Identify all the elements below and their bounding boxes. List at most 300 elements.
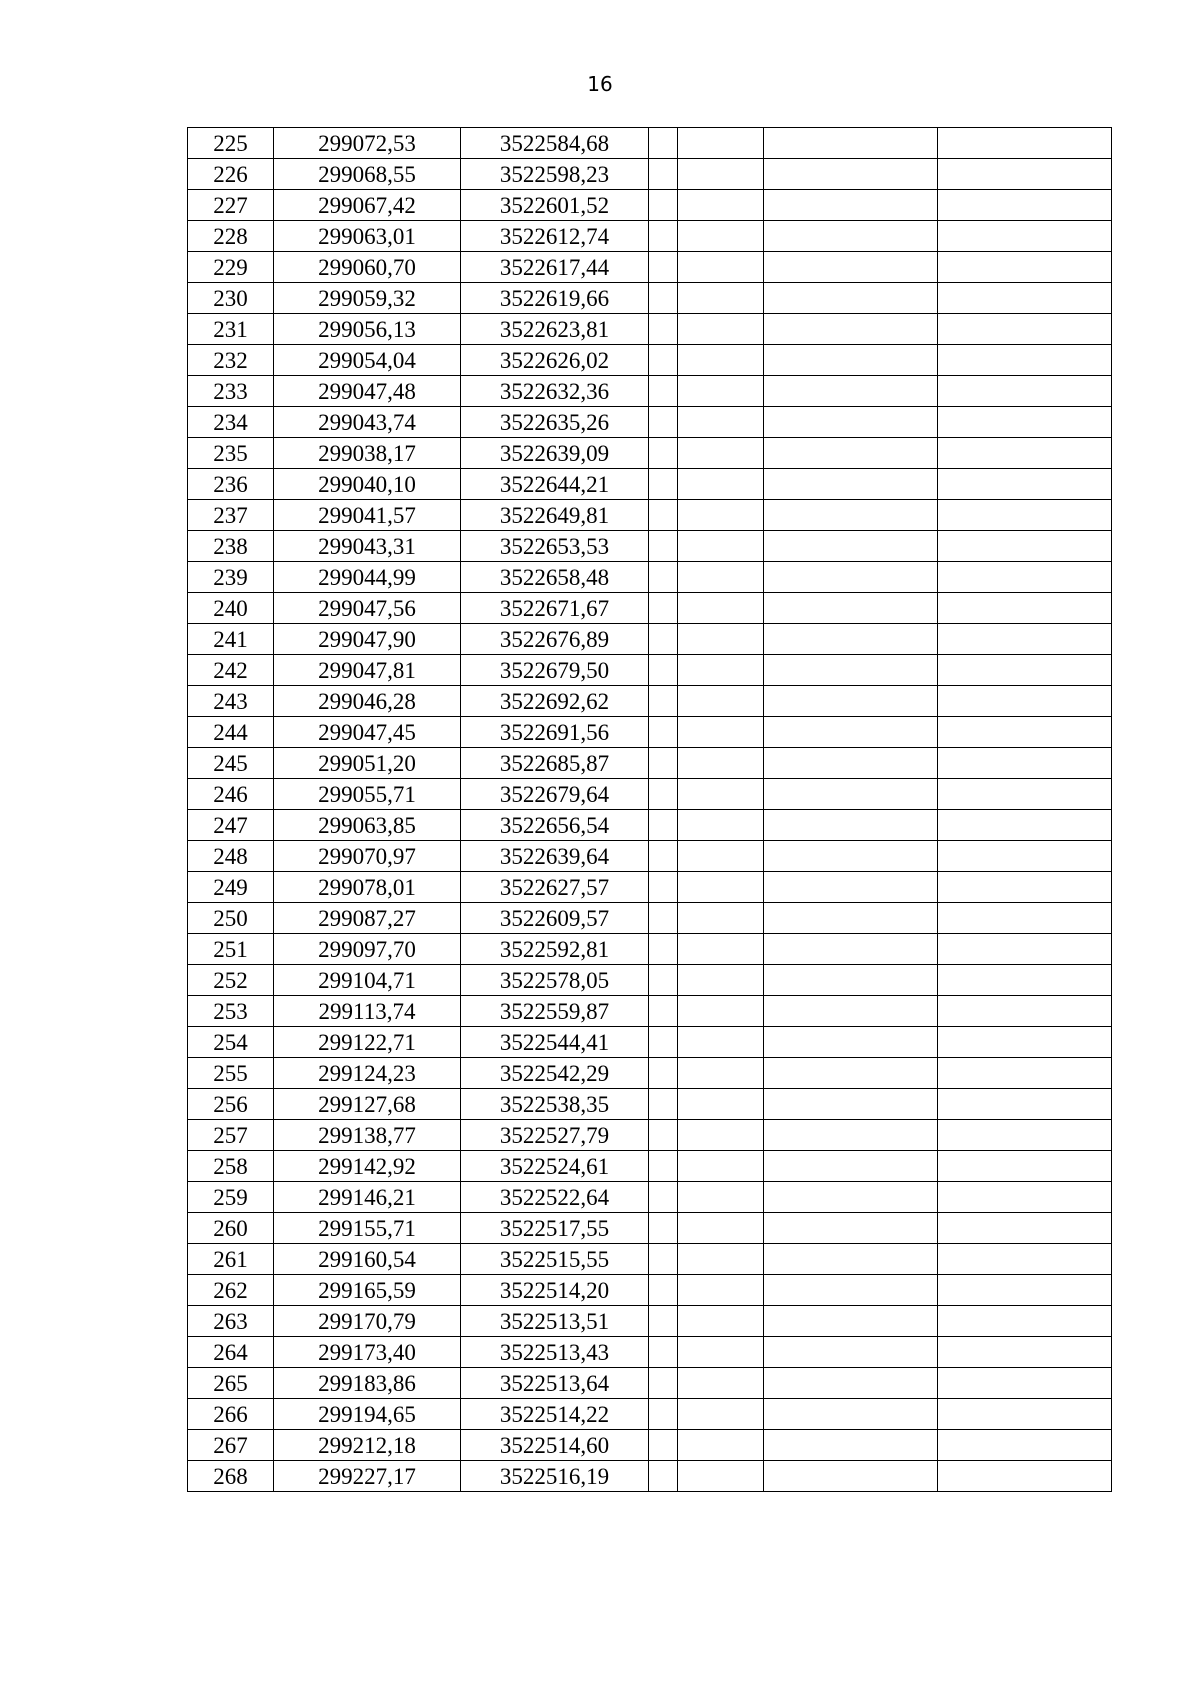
empty-cell	[678, 190, 764, 221]
empty-cell	[649, 1368, 678, 1399]
x-coordinate-cell: 299127,68	[274, 1089, 461, 1120]
empty-cell	[649, 748, 678, 779]
empty-cell	[764, 531, 938, 562]
point-number-cell: 254	[188, 1027, 274, 1058]
y-coordinate-cell: 3522598,23	[461, 159, 649, 190]
empty-cell	[764, 934, 938, 965]
y-coordinate-cell: 3522592,81	[461, 934, 649, 965]
empty-cell	[649, 314, 678, 345]
empty-cell	[678, 655, 764, 686]
empty-cell	[764, 1027, 938, 1058]
point-number-cell: 231	[188, 314, 274, 345]
empty-cell	[678, 314, 764, 345]
empty-cell	[938, 624, 1112, 655]
table-row	[188, 252, 1112, 283]
empty-cell	[764, 593, 938, 624]
empty-cell	[678, 1399, 764, 1430]
y-coordinate-cell: 3522691,56	[461, 717, 649, 748]
empty-cell	[938, 159, 1112, 190]
empty-cell	[649, 1337, 678, 1368]
empty-cell	[649, 810, 678, 841]
y-coordinate-cell: 3522516,19	[461, 1461, 649, 1492]
y-coordinate-cell: 3522513,51	[461, 1306, 649, 1337]
empty-cell	[678, 531, 764, 562]
y-coordinate-cell: 3522584,68	[461, 128, 649, 159]
empty-cell	[649, 562, 678, 593]
table-row	[188, 1368, 1112, 1399]
empty-cell	[764, 500, 938, 531]
table-row	[188, 221, 1112, 252]
x-coordinate-cell: 299173,40	[274, 1337, 461, 1368]
empty-cell	[938, 190, 1112, 221]
empty-cell	[764, 1275, 938, 1306]
y-coordinate-cell: 3522635,26	[461, 407, 649, 438]
point-number-cell: 238	[188, 531, 274, 562]
empty-cell	[649, 717, 678, 748]
x-coordinate-cell: 299054,04	[274, 345, 461, 376]
x-coordinate-cell: 299063,01	[274, 221, 461, 252]
empty-cell	[649, 1399, 678, 1430]
empty-cell	[764, 1089, 938, 1120]
empty-cell	[678, 841, 764, 872]
x-coordinate-cell: 299104,71	[274, 965, 461, 996]
x-coordinate-cell: 299043,31	[274, 531, 461, 562]
empty-cell	[678, 686, 764, 717]
empty-cell	[678, 1337, 764, 1368]
empty-cell	[678, 1275, 764, 1306]
empty-cell	[649, 500, 678, 531]
y-coordinate-cell: 3522527,79	[461, 1120, 649, 1151]
empty-cell	[938, 1430, 1112, 1461]
table-row	[188, 779, 1112, 810]
table-row	[188, 624, 1112, 655]
empty-cell	[649, 779, 678, 810]
y-coordinate-cell: 3522514,20	[461, 1275, 649, 1306]
empty-cell	[938, 1244, 1112, 1275]
empty-cell	[649, 934, 678, 965]
point-number-cell: 241	[188, 624, 274, 655]
empty-cell	[938, 1275, 1112, 1306]
point-number-cell: 257	[188, 1120, 274, 1151]
table-row	[188, 345, 1112, 376]
empty-cell	[678, 1089, 764, 1120]
x-coordinate-cell: 299165,59	[274, 1275, 461, 1306]
empty-cell	[764, 1151, 938, 1182]
empty-cell	[764, 624, 938, 655]
point-number-cell: 237	[188, 500, 274, 531]
point-number-cell: 246	[188, 779, 274, 810]
empty-cell	[649, 469, 678, 500]
empty-cell	[764, 686, 938, 717]
table-row	[188, 748, 1112, 779]
table-row	[188, 686, 1112, 717]
y-coordinate-cell: 3522617,44	[461, 252, 649, 283]
empty-cell	[938, 872, 1112, 903]
point-number-cell: 225	[188, 128, 274, 159]
table-row	[188, 376, 1112, 407]
empty-cell	[764, 1461, 938, 1492]
empty-cell	[764, 965, 938, 996]
empty-cell	[764, 1306, 938, 1337]
point-number-cell: 249	[188, 872, 274, 903]
empty-cell	[938, 1368, 1112, 1399]
point-number-cell: 268	[188, 1461, 274, 1492]
x-coordinate-cell: 299097,70	[274, 934, 461, 965]
empty-cell	[764, 748, 938, 779]
x-coordinate-cell: 299124,23	[274, 1058, 461, 1089]
x-coordinate-cell: 299047,48	[274, 376, 461, 407]
y-coordinate-cell: 3522671,67	[461, 593, 649, 624]
empty-cell	[938, 1058, 1112, 1089]
point-number-cell: 265	[188, 1368, 274, 1399]
point-number-cell: 260	[188, 1213, 274, 1244]
empty-cell	[938, 686, 1112, 717]
point-number-cell: 266	[188, 1399, 274, 1430]
table-row	[188, 1337, 1112, 1368]
x-coordinate-cell: 299046,28	[274, 686, 461, 717]
y-coordinate-cell: 3522685,87	[461, 748, 649, 779]
x-coordinate-cell: 299146,21	[274, 1182, 461, 1213]
x-coordinate-cell: 299142,92	[274, 1151, 461, 1182]
empty-cell	[649, 1089, 678, 1120]
empty-cell	[678, 283, 764, 314]
x-coordinate-cell: 299078,01	[274, 872, 461, 903]
point-number-cell: 234	[188, 407, 274, 438]
empty-cell	[938, 469, 1112, 500]
empty-cell	[938, 779, 1112, 810]
table-row	[188, 159, 1112, 190]
x-coordinate-cell: 299183,86	[274, 1368, 461, 1399]
point-number-cell: 264	[188, 1337, 274, 1368]
point-number-cell: 263	[188, 1306, 274, 1337]
point-number-cell: 252	[188, 965, 274, 996]
y-coordinate-cell: 3522653,53	[461, 531, 649, 562]
point-number-cell: 242	[188, 655, 274, 686]
empty-cell	[764, 562, 938, 593]
empty-cell	[938, 1182, 1112, 1213]
x-coordinate-cell: 299070,97	[274, 841, 461, 872]
empty-cell	[649, 221, 678, 252]
x-coordinate-cell: 299060,70	[274, 252, 461, 283]
y-coordinate-cell: 3522515,55	[461, 1244, 649, 1275]
y-coordinate-cell: 3522559,87	[461, 996, 649, 1027]
empty-cell	[938, 407, 1112, 438]
point-number-cell: 228	[188, 221, 274, 252]
x-coordinate-cell: 299059,32	[274, 283, 461, 314]
table-row	[188, 903, 1112, 934]
empty-cell	[678, 1244, 764, 1275]
empty-cell	[649, 1275, 678, 1306]
y-coordinate-cell: 3522627,57	[461, 872, 649, 903]
empty-cell	[678, 872, 764, 903]
x-coordinate-cell: 299227,17	[274, 1461, 461, 1492]
empty-cell	[938, 655, 1112, 686]
empty-cell	[649, 655, 678, 686]
empty-cell	[678, 934, 764, 965]
empty-cell	[938, 314, 1112, 345]
empty-cell	[764, 376, 938, 407]
empty-cell	[649, 686, 678, 717]
page-number: 16	[587, 72, 613, 96]
empty-cell	[649, 624, 678, 655]
empty-cell	[764, 221, 938, 252]
empty-cell	[938, 903, 1112, 934]
point-number-cell: 255	[188, 1058, 274, 1089]
table-row	[188, 1182, 1112, 1213]
x-coordinate-cell: 299155,71	[274, 1213, 461, 1244]
table-row	[188, 841, 1112, 872]
point-number-cell: 235	[188, 438, 274, 469]
x-coordinate-cell: 299194,65	[274, 1399, 461, 1430]
table-row	[188, 1244, 1112, 1275]
point-number-cell: 232	[188, 345, 274, 376]
empty-cell	[764, 717, 938, 748]
x-coordinate-cell: 299038,17	[274, 438, 461, 469]
table-row	[188, 314, 1112, 345]
empty-cell	[764, 872, 938, 903]
point-number-cell: 250	[188, 903, 274, 934]
empty-cell	[938, 1461, 1112, 1492]
empty-cell	[649, 996, 678, 1027]
empty-cell	[938, 1027, 1112, 1058]
x-coordinate-cell: 299047,56	[274, 593, 461, 624]
empty-cell	[764, 252, 938, 283]
empty-cell	[649, 1120, 678, 1151]
x-coordinate-cell: 299043,74	[274, 407, 461, 438]
empty-cell	[649, 283, 678, 314]
empty-cell	[649, 190, 678, 221]
table-row	[188, 1461, 1112, 1492]
table-row	[188, 1120, 1112, 1151]
empty-cell	[678, 1027, 764, 1058]
empty-cell	[678, 593, 764, 624]
empty-cell	[678, 128, 764, 159]
point-number-cell: 259	[188, 1182, 274, 1213]
table-row	[188, 1275, 1112, 1306]
empty-cell	[649, 1058, 678, 1089]
empty-cell	[764, 779, 938, 810]
empty-cell	[649, 252, 678, 283]
y-coordinate-cell: 3522578,05	[461, 965, 649, 996]
point-number-cell: 233	[188, 376, 274, 407]
y-coordinate-cell: 3522513,64	[461, 1368, 649, 1399]
x-coordinate-cell: 299072,53	[274, 128, 461, 159]
empty-cell	[649, 531, 678, 562]
empty-cell	[649, 841, 678, 872]
empty-cell	[764, 903, 938, 934]
empty-cell	[764, 438, 938, 469]
empty-cell	[764, 128, 938, 159]
empty-cell	[649, 872, 678, 903]
table-row	[188, 1089, 1112, 1120]
x-coordinate-cell: 299087,27	[274, 903, 461, 934]
coordinates-table	[187, 127, 1112, 1492]
x-coordinate-cell: 299170,79	[274, 1306, 461, 1337]
x-coordinate-cell: 299044,99	[274, 562, 461, 593]
empty-cell	[764, 469, 938, 500]
empty-cell	[938, 128, 1112, 159]
y-coordinate-cell: 3522639,09	[461, 438, 649, 469]
x-coordinate-cell: 299138,77	[274, 1120, 461, 1151]
empty-cell	[764, 841, 938, 872]
point-number-cell: 230	[188, 283, 274, 314]
empty-cell	[678, 1182, 764, 1213]
table-row	[188, 1213, 1112, 1244]
table-row	[188, 469, 1112, 500]
empty-cell	[938, 934, 1112, 965]
empty-cell	[678, 1120, 764, 1151]
empty-cell	[938, 252, 1112, 283]
empty-cell	[678, 407, 764, 438]
empty-cell	[649, 1461, 678, 1492]
point-number-cell: 243	[188, 686, 274, 717]
empty-cell	[938, 1120, 1112, 1151]
empty-cell	[649, 1430, 678, 1461]
y-coordinate-cell: 3522542,29	[461, 1058, 649, 1089]
empty-cell	[938, 717, 1112, 748]
point-number-cell: 244	[188, 717, 274, 748]
x-coordinate-cell: 299063,85	[274, 810, 461, 841]
y-coordinate-cell: 3522544,41	[461, 1027, 649, 1058]
y-coordinate-cell: 3522649,81	[461, 500, 649, 531]
table-row	[188, 593, 1112, 624]
empty-cell	[764, 1368, 938, 1399]
empty-cell	[938, 1337, 1112, 1368]
point-number-cell: 248	[188, 841, 274, 872]
y-coordinate-cell: 3522522,64	[461, 1182, 649, 1213]
empty-cell	[938, 1399, 1112, 1430]
empty-cell	[649, 1244, 678, 1275]
x-coordinate-cell: 299160,54	[274, 1244, 461, 1275]
empty-cell	[764, 655, 938, 686]
empty-cell	[764, 1337, 938, 1368]
y-coordinate-cell: 3522612,74	[461, 221, 649, 252]
empty-cell	[678, 965, 764, 996]
empty-cell	[764, 159, 938, 190]
y-coordinate-cell: 3522524,61	[461, 1151, 649, 1182]
y-coordinate-cell: 3522692,62	[461, 686, 649, 717]
empty-cell	[938, 1213, 1112, 1244]
empty-cell	[938, 965, 1112, 996]
table-row	[188, 407, 1112, 438]
table-row	[188, 810, 1112, 841]
table-row	[188, 934, 1112, 965]
table-row	[188, 283, 1112, 314]
point-number-cell: 239	[188, 562, 274, 593]
y-coordinate-cell: 3522538,35	[461, 1089, 649, 1120]
empty-cell	[649, 1306, 678, 1337]
point-number-cell: 267	[188, 1430, 274, 1461]
empty-cell	[678, 252, 764, 283]
empty-cell	[649, 1213, 678, 1244]
empty-cell	[649, 159, 678, 190]
y-coordinate-cell: 3522514,22	[461, 1399, 649, 1430]
empty-cell	[764, 996, 938, 1027]
table-row	[188, 717, 1112, 748]
point-number-cell: 227	[188, 190, 274, 221]
empty-cell	[764, 1244, 938, 1275]
empty-cell	[678, 996, 764, 1027]
y-coordinate-cell: 3522517,55	[461, 1213, 649, 1244]
empty-cell	[678, 903, 764, 934]
table-row	[188, 128, 1112, 159]
empty-cell	[649, 1151, 678, 1182]
point-number-cell: 240	[188, 593, 274, 624]
empty-cell	[678, 717, 764, 748]
empty-cell	[649, 1182, 678, 1213]
point-number-cell: 245	[188, 748, 274, 779]
x-coordinate-cell: 299047,90	[274, 624, 461, 655]
table-row	[188, 1306, 1112, 1337]
point-number-cell: 229	[188, 252, 274, 283]
y-coordinate-cell: 3522656,54	[461, 810, 649, 841]
x-coordinate-cell: 299051,20	[274, 748, 461, 779]
point-number-cell: 251	[188, 934, 274, 965]
empty-cell	[678, 376, 764, 407]
empty-cell	[764, 407, 938, 438]
table-row	[188, 1058, 1112, 1089]
table-row	[188, 965, 1112, 996]
table-row	[188, 1027, 1112, 1058]
point-number-cell: 262	[188, 1275, 274, 1306]
table-row	[188, 531, 1112, 562]
empty-cell	[649, 903, 678, 934]
y-coordinate-cell: 3522679,64	[461, 779, 649, 810]
y-coordinate-cell: 3522514,60	[461, 1430, 649, 1461]
empty-cell	[938, 841, 1112, 872]
y-coordinate-cell: 3522679,50	[461, 655, 649, 686]
empty-cell	[764, 1213, 938, 1244]
point-number-cell: 236	[188, 469, 274, 500]
x-coordinate-cell: 299068,55	[274, 159, 461, 190]
x-coordinate-cell: 299113,74	[274, 996, 461, 1027]
empty-cell	[649, 593, 678, 624]
empty-cell	[938, 1151, 1112, 1182]
empty-cell	[678, 469, 764, 500]
empty-cell	[764, 1182, 938, 1213]
table-row	[188, 996, 1112, 1027]
x-coordinate-cell: 299041,57	[274, 500, 461, 531]
y-coordinate-cell: 3522644,21	[461, 469, 649, 500]
empty-cell	[678, 810, 764, 841]
empty-cell	[678, 500, 764, 531]
empty-cell	[938, 531, 1112, 562]
x-coordinate-cell: 299040,10	[274, 469, 461, 500]
empty-cell	[649, 1027, 678, 1058]
empty-cell	[678, 159, 764, 190]
empty-cell	[938, 593, 1112, 624]
empty-cell	[764, 810, 938, 841]
point-number-cell: 226	[188, 159, 274, 190]
y-coordinate-cell: 3522639,64	[461, 841, 649, 872]
y-coordinate-cell: 3522676,89	[461, 624, 649, 655]
coordinates-table-body	[188, 128, 1112, 1492]
x-coordinate-cell: 299212,18	[274, 1430, 461, 1461]
empty-cell	[764, 1399, 938, 1430]
empty-cell	[938, 438, 1112, 469]
empty-cell	[938, 345, 1112, 376]
empty-cell	[764, 1058, 938, 1089]
y-coordinate-cell: 3522513,43	[461, 1337, 649, 1368]
empty-cell	[678, 1213, 764, 1244]
y-coordinate-cell: 3522632,36	[461, 376, 649, 407]
table-row	[188, 1399, 1112, 1430]
table-row	[188, 872, 1112, 903]
empty-cell	[938, 562, 1112, 593]
empty-cell	[938, 221, 1112, 252]
y-coordinate-cell: 3522626,02	[461, 345, 649, 376]
empty-cell	[678, 1368, 764, 1399]
